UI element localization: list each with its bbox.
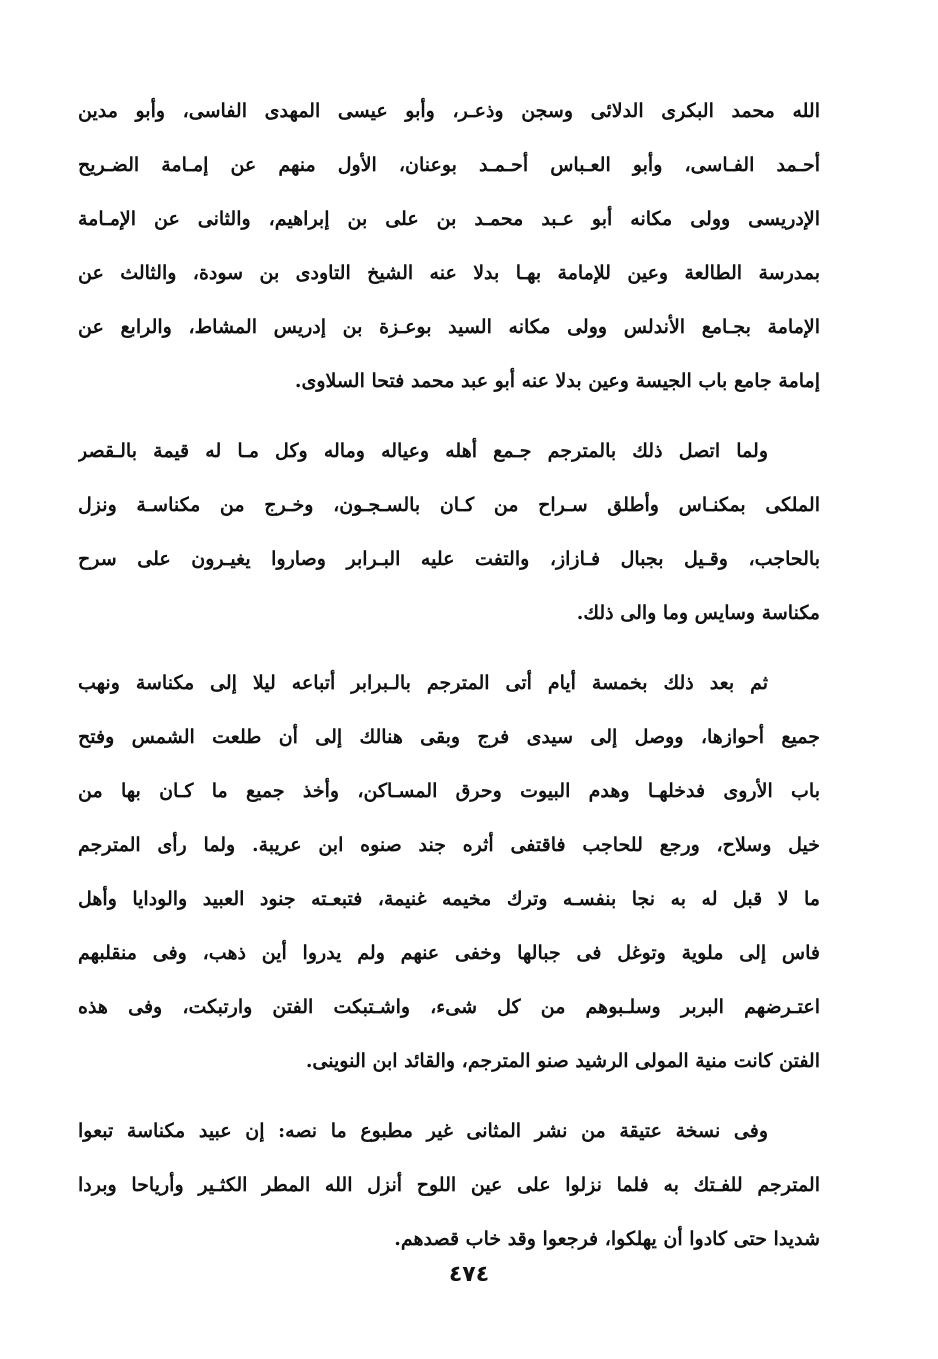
paragraph-gap	[78, 408, 820, 424]
text-line: إمامة جامع باب الجيسة وعين بدلا عنه أبو عبد محمد فتحا السلاوى.	[294, 370, 820, 392]
text-line: وفى نسخة عتيقة من نشر المثانى غير مطبوع ما نصه: إن عبيد مكناسة تبعوا	[78, 1120, 768, 1142]
text-line: المترجم للفـتك به فلما نزلوا على عين اللوح أنزل الله المطر الكثـير وأرياحا وبردا	[78, 1174, 820, 1196]
body-text	[78, 84, 820, 1266]
text-line: بالحاجب، وقـيل بجبال فـازاز، والتفت عليه البـرابر وصاروا يغيـرون على سرح	[78, 548, 820, 570]
text-line: شديدا حتى كادوا أن يهلكوا، فرجعوا وقد خاب قصدهم.	[394, 1228, 820, 1250]
paragraph-1	[78, 84, 820, 408]
page-number: ٤٧٤	[448, 1262, 490, 1287]
paragraph-gap	[78, 640, 820, 656]
text-line: اعتـرضهم البربر وسلـبوهم من كل شىء، واشـتبكت الفتن وارتبكت، وفى هذه	[78, 996, 820, 1018]
text-line: الله محمد البكرى الدلائى وسجن وذعـر، وأبو عيسى المهدى الفاسى، وأبو مدين	[78, 100, 820, 122]
paragraph-4	[78, 1104, 820, 1266]
paragraph-3	[78, 656, 820, 1088]
text-line: ولما اتصل ذلك بالمترجم جـمع أهله وعياله وماله وكل مـا له قيمة بالـقصر	[78, 440, 768, 462]
text-line: باب الأروى فدخلهـا وهدم البيوت وحرق المسـاكن، وأخذ جميع ما كـان بها من	[78, 780, 820, 802]
text-line: ثم بعد ذلك بخمسة أيام أتى المترجم بالـبرابر أتباعه ليلا إلى مكناسة ونهب	[78, 672, 768, 694]
text-line: بمدرسة الطالعة وعين للإمامة بهـا بدلا عنه الشيخ التاودى بن سودة، والثالث عن	[78, 262, 820, 284]
text-line: الإمامة بجـامع الأندلس وولى مكانه السيد بوعـزة بن إدريس المشاط، والرابع عن	[78, 316, 820, 338]
text-line: ما لا قبل له به نجا بنفسـه وترك مخيمه غنيمة، فتبعـته جنود العبيد والودايا وأهل	[78, 888, 820, 910]
text-line: الإدريسى وولى مكانه أبو عـبد محمـد بن على بن إبراهيم، والثانى عن الإمـامة	[78, 208, 820, 230]
text-line: فاس إلى ملوية وتوغل فى جبالها وخفى عنهم ولم يدروا أين ذهب، وفى منقلبهم	[78, 942, 820, 964]
text-line: الفتن كانت منية المولى الرشيد صنو المترجم، والقائد ابن النوينى.	[305, 1050, 820, 1072]
text-line: الملكى بمكنـاس وأطلق سـراح من كـان بالسـجـون، وخـرج من مكناسـة ونزل	[78, 494, 820, 516]
text-line: أحـمد الفـاسى، وأبو العـباس أحـمـد بوعنان، الأول منهم عن إمـامة الضـريح	[78, 154, 820, 176]
paragraph-gap	[78, 1088, 820, 1104]
text-line: جميع أحوازها، ووصل إلى سيدى فرج وبقى هنالك إلى أن طلعت الشمس وفتح	[78, 726, 820, 748]
paragraph-2	[78, 424, 820, 640]
text-line: خيل وسلاح، ورجع للحاجب فاقتفى أثره جند صنوه ابن عريبة. ولما رأى المترجم	[78, 834, 820, 856]
text-line: مكناسة وسايس وما والى ذلك.	[576, 602, 820, 624]
